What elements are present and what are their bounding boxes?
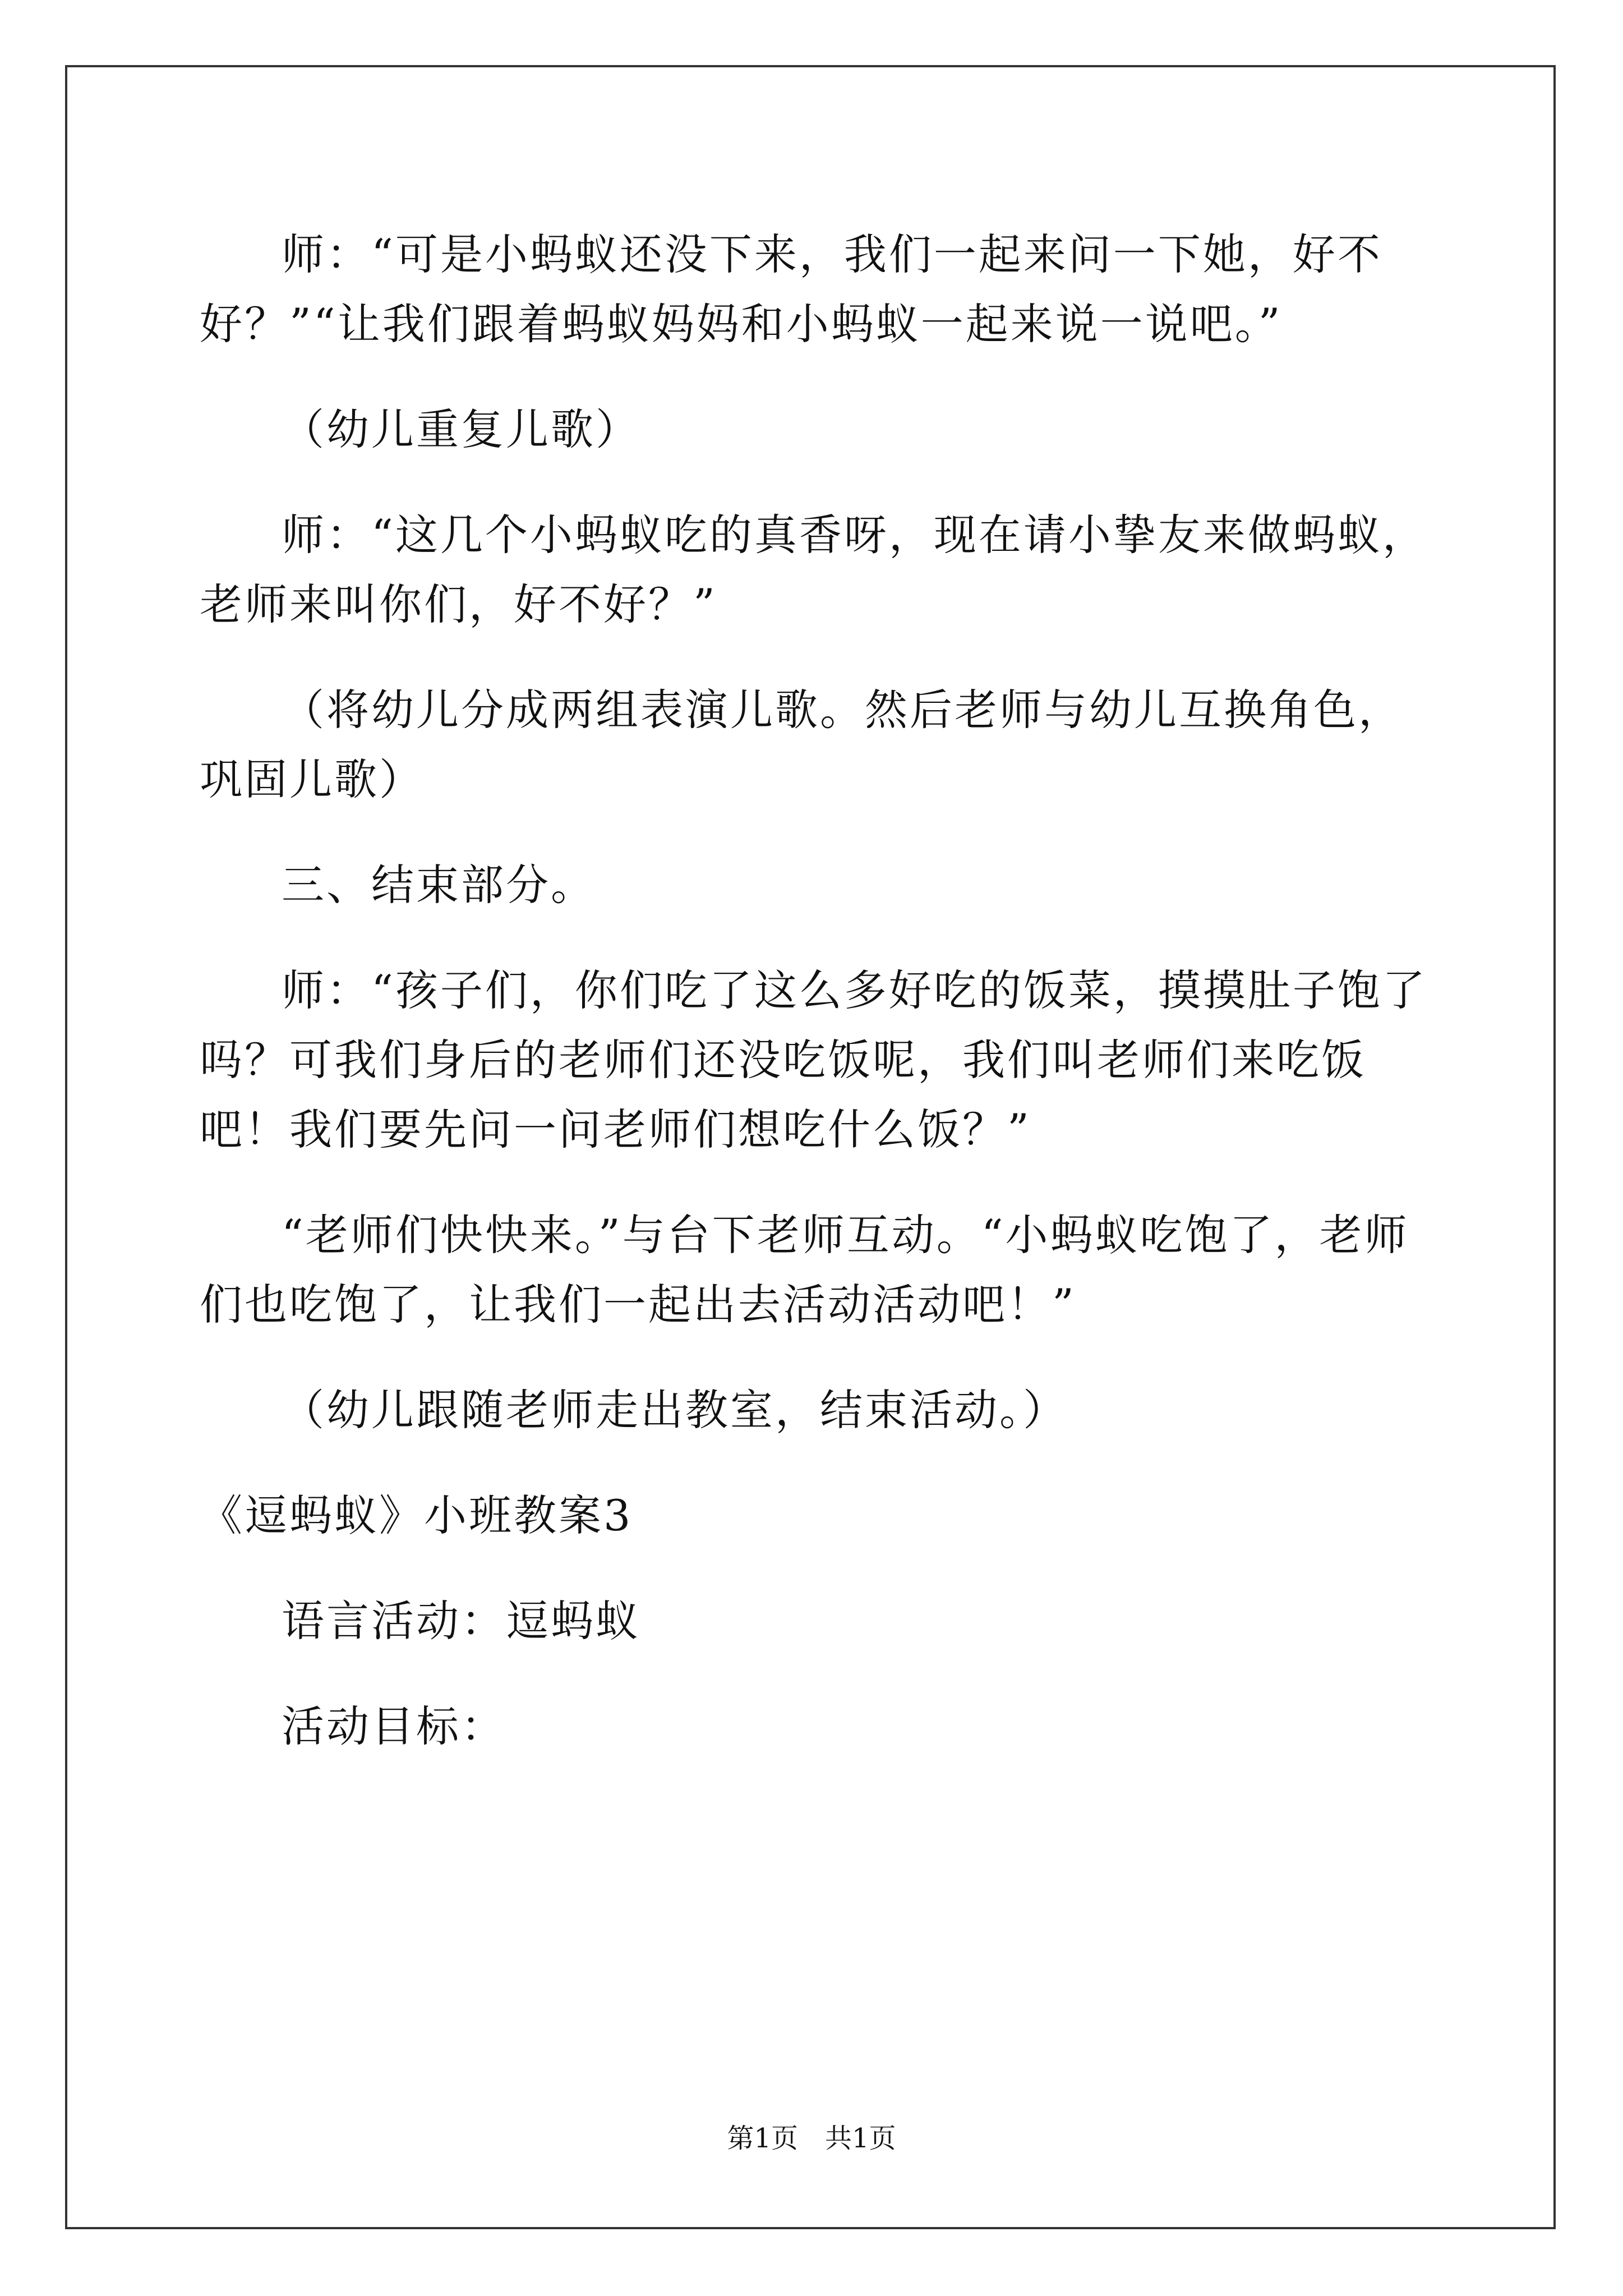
section-heading: 三、结束部分。 — [282, 860, 596, 910]
paragraph: “老师们快快来。”与台下老师互动。“小蚂蚁吃饱了，老师们也吃饱了，让我们一起出去活动活动吧！” — [200, 1210, 1409, 1329]
paragraph: 师：“孩子们，你们吃了这么多好吃的饭菜，摸摸肚子饱了吗？可我们身后的老师们还没吃饭呢，我们叫老师们来吃饭吧！我们要先问一问老师们想吃什么饭？” — [200, 965, 1427, 1154]
paragraph: 师：“这几个小蚂蚁吃的真香呀，现在请小挚友来做蚂蚁，老师来叫你们，好不好？” — [200, 510, 1427, 629]
paragraph: （幼儿跟随老师走出教室，结束活动。） — [282, 1385, 1068, 1435]
paragraph: （将幼儿分成两组表演儿歌。然后老师与幼儿互换角色，巩固儿歌） — [200, 685, 1403, 804]
paragraph: 师：“可是小蚂蚁还没下来，我们一起来问一下她，好不好？”“让我们跟着蚂蚁妈妈和小蚂蚁一起来说一说吧。” — [200, 229, 1382, 349]
document-body — [200, 220, 1428, 1797]
page-footer: 第1页 共1页 — [727, 2123, 896, 2154]
paragraph: 活动目标： — [282, 1701, 506, 1751]
paragraph: 语言活动：逗蚂蚁 — [282, 1596, 640, 1646]
lesson-title: 《逗蚂蚁》小班教案3 — [200, 1490, 633, 1540]
paragraph: （幼儿重复儿歌） — [282, 404, 640, 454]
